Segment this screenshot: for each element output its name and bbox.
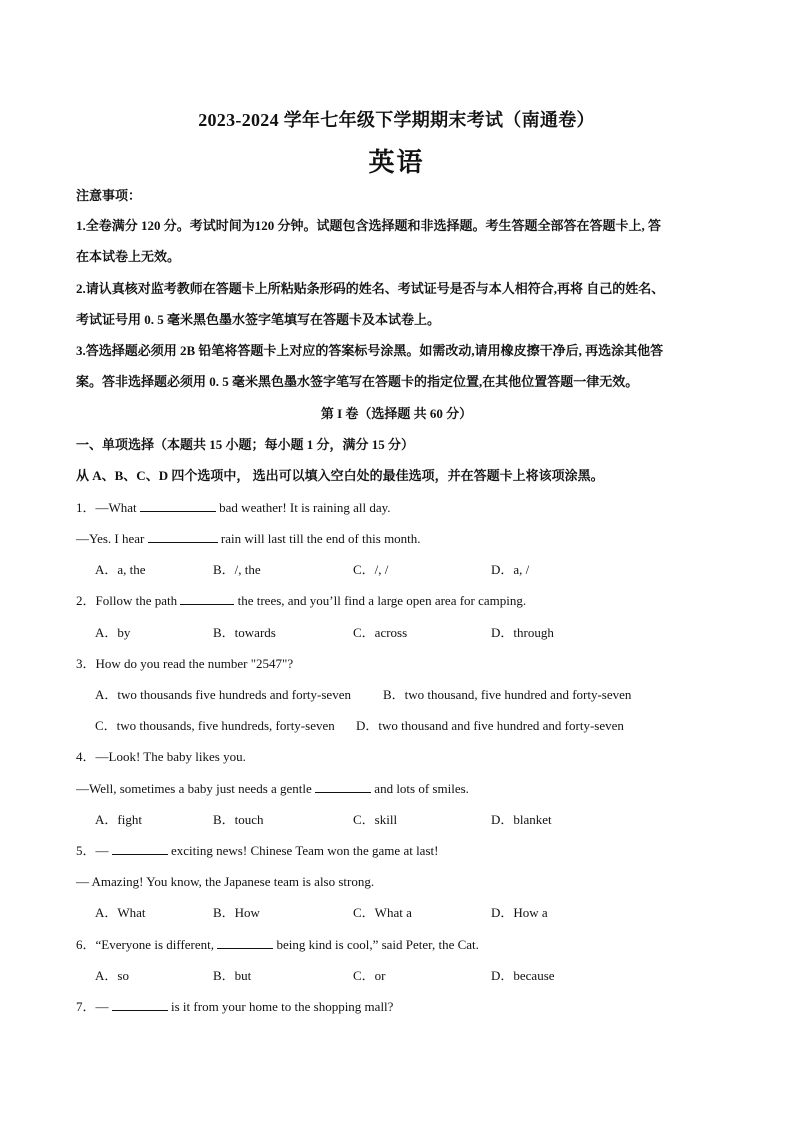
question-6-option-d: D．because: [491, 968, 555, 983]
question-5-line-1: [76, 842, 438, 860]
question-4-option-a: A．fight: [95, 812, 142, 827]
notice-item-2-line-1: 2.请认真核对监考教师在答题卡上所粘贴条形码的姓名、考试证号是否与本人相符合,再将 自己的姓名、: [76, 281, 665, 296]
question-6-option-b: B．but: [213, 968, 252, 983]
notice-heading: 注意事项：: [76, 188, 142, 203]
question-2-option-a: A．by: [95, 625, 131, 640]
question-1-reply-suffix: rain will last till the end of this month.: [220, 531, 421, 546]
question-6-option-c: C．or: [353, 968, 386, 983]
question-5-line-2: — Amazing! You know, the Japanese team is also strong.: [76, 874, 375, 889]
section-1-instruction: 从 A、B、C、D 四个选项中， 选出可以填入空白处的最佳选项，并在答题卡上将该项涂黑。: [76, 468, 604, 483]
question-1-reply-prefix: —Yes. I hear: [76, 531, 145, 546]
question-4-option-d: D．blanket: [491, 812, 552, 827]
question-3-stem: 3．How do you read the number "2547"?: [76, 656, 294, 671]
answer-blank: [315, 780, 371, 793]
question-5-prefix: 5．—: [76, 843, 109, 858]
question-5-suffix: exciting news! Chinese Team won the game at last!: [171, 843, 439, 858]
question-7-stem: [76, 998, 393, 1016]
question-3-option-d: D．two thousand and five hundred and forty-seven: [356, 718, 624, 733]
question-3-option-c: C．two thousands, five hundreds, forty-seven: [95, 718, 335, 733]
question-2-suffix: the trees, and you’ll find a large open area for camping.: [237, 593, 527, 608]
question-2-option-c: C．across: [353, 625, 408, 640]
question-1-line-2: [76, 530, 421, 548]
question-7-suffix: is it from your home to the shopping mall?: [171, 999, 394, 1014]
question-1-line-1: [76, 499, 391, 517]
part-1-title: 第 I 卷（选择题 共 60 分）: [320, 406, 473, 421]
question-4-suffix: and lots of smiles.: [374, 781, 469, 796]
subject-title: 英语: [368, 148, 425, 177]
question-3-option-b: B．two thousand, five hundred and forty-seven: [383, 687, 632, 702]
question-6-stem: [76, 936, 479, 954]
question-1-option-c: C．/, /: [353, 562, 389, 577]
question-2-stem: [76, 592, 526, 610]
answer-blank: [180, 592, 234, 605]
notice-item-3-line-2: 案。答非选择题必须用 0. 5 毫米黑色墨水签字笔写在答题卡的指定位置,在其他位置答题一律无效。: [76, 374, 639, 389]
question-2-prefix: 2．Follow the path: [76, 593, 178, 608]
answer-blank: [148, 530, 218, 543]
question-1-prefix: 1．—What: [76, 500, 137, 515]
question-6-prefix: 6．“Everyone is different,: [76, 937, 215, 952]
answer-blank: [112, 998, 168, 1011]
answer-blank: [112, 842, 168, 855]
question-1-option-d: D．a, /: [491, 562, 530, 577]
question-6-option-a: A．so: [95, 968, 129, 983]
question-1-option-b: B．/, the: [213, 562, 261, 577]
question-4-line-1: 4．—Look! The baby likes you.: [76, 749, 246, 764]
answer-blank: [217, 936, 273, 949]
question-5-option-b: B．How: [213, 905, 260, 920]
question-4-line-2: [76, 780, 469, 798]
notice-item-1-line-1: 1.全卷满分 120 分。考试时间为120 分钟。试题包含选择题和非选择题。考生答题全部答在答题卡上, 答: [76, 218, 662, 233]
question-4-option-b: B．touch: [213, 812, 264, 827]
question-5-option-c: C．What a: [353, 905, 412, 920]
section-1-title: 一、单项选择（本题共 15 小题；每小题 1 分，满分 15 分）: [76, 437, 415, 452]
question-1-option-a: A．a, the: [95, 562, 146, 577]
question-3-option-a: A．two thousands five hundreds and forty-seven: [95, 687, 351, 702]
exam-title: 2023-2024 学年七年级下学期期末考试（南通卷）: [198, 110, 595, 130]
question-4-prefix: —Well, sometimes a baby just needs a gentle: [76, 781, 312, 796]
notice-item-3-line-1: 3.答选择题必须用 2B 铅笔将答题卡上对应的答案标号涂黑。如需改动,请用橡皮擦干净后, 再选涂其他答: [76, 343, 664, 358]
question-5-option-d: D．How a: [491, 905, 548, 920]
question-7-prefix: 7．—: [76, 999, 109, 1014]
question-5-option-a: A．What: [95, 905, 146, 920]
question-1-suffix: bad weather! It is raining all day.: [219, 500, 391, 515]
answer-blank: [140, 499, 216, 512]
question-2-option-b: B．towards: [213, 625, 276, 640]
question-2-option-d: D．through: [491, 625, 554, 640]
notice-item-2-line-2: 考试证号用 0. 5 毫米黑色墨水签字笔填写在答题卡及本试卷上。: [76, 312, 441, 327]
notice-item-1-line-2: 在本试卷上无效。: [76, 249, 181, 264]
question-6-suffix: being kind is cool,” said Peter, the Cat.: [276, 937, 479, 952]
question-4-option-c: C．skill: [353, 812, 398, 827]
